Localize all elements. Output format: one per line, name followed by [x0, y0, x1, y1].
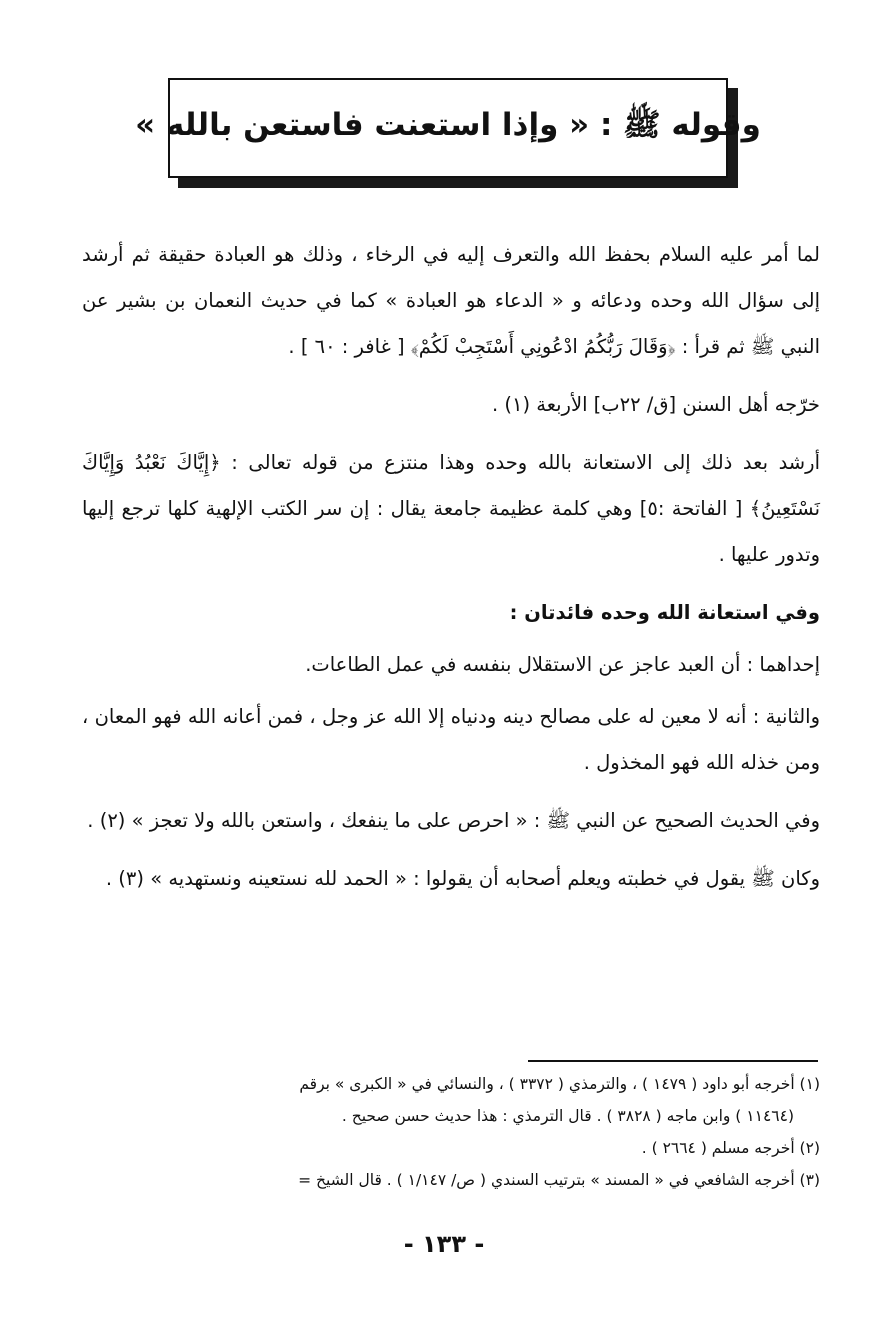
paragraph-4: وفي استعانة الله وحده فائدتان :: [509, 601, 820, 624]
page-number: - ١٣٣ -: [403, 1230, 485, 1258]
paragraph-8: وكان ﷺ يقول في خطبته ويعلم أصحابه أن يقولوا : « الحمد لله نستعينه ونستهديه » (٣) .: [105, 867, 820, 890]
body-text: [82, 232, 820, 914]
paragraph-2: خرّجه أهل السنن [ق/ ٢٢ب] الأربعة (١) .: [491, 393, 820, 416]
footnote-3: (٣) أخرجه الشافعي في « المسند » بترتيب السندي ( ص/ ١/١٤٧ ) . قال الشيخ =: [298, 1171, 820, 1189]
paragraph-3: أرشد بعد ذلك إلى الاستعانة بالله وحده وهذا منتزع من قوله تعالى : ﴿إِيَّاكَ نَعْبُدُ وَإِيَّاكَ نَسْتَعِينُ﴾ [ الفاتحة :٥] وهي كلمة عظيمة جامعة يقال : إن سر الكتب الإلهية كلها ترجع إليها وتدور عليها .: [82, 451, 820, 566]
page-title: وقوله ﷺ : « وإذا استعنت فاستعن بالله »: [135, 106, 761, 143]
title-frame: [135, 78, 761, 194]
paragraph-5: إحداهما : أن العبد عاجز عن الاستقلال بنفسه في عمل الطاعات.: [305, 653, 820, 676]
paragraph-1: لما أمر عليه السلام بحفظ الله والتعرف إليه في الرخاء ، وذلك هو العبادة حقيقة ثم أرشد إلى سؤال الله وحده ودعائه و « الدعاء هو العبادة » كما في حديث النعمان بن بشير عن النبي ﷺ ثم قرأ : ﴿وَقَالَ رَبُّكُمُ ادْعُونِي أَسْتَجِبْ لَكُمْ﴾ [ غافر : ٦٠ ] .: [82, 243, 820, 358]
paragraph-6: والثانية : أنه لا معين له على مصالح دينه ودنياه إلا الله عز وجل ، فمن أعانه الله فهو المعان ، ومن خذله الله فهو المخذول .: [82, 705, 820, 774]
footnote-2: (٢) أخرجه مسلم ( ٢٦٦٤ ) .: [641, 1139, 820, 1157]
footnote-1: (١) أخرجه أبو داود ( ١٤٧٩ ) ، والترمذي ( ٣٣٧٢ ) ، والنسائي في « الكبرى » برقم: [299, 1075, 820, 1093]
footnotes: [82, 1068, 820, 1196]
footnote-1-continued: (١١٤٦٤ ) وابن ماجه ( ٣٨٢٨ ) . قال الترمذي : هذا حديث حسن صحيح .: [341, 1107, 794, 1125]
title-box: [135, 78, 761, 178]
footnote-separator: [528, 1060, 818, 1062]
paragraph-7: وفي الحديث الصحيح عن النبي ﷺ : « احرص على ما ينفعك ، واستعن بالله ولا تعجز » (٢) .: [87, 809, 820, 832]
